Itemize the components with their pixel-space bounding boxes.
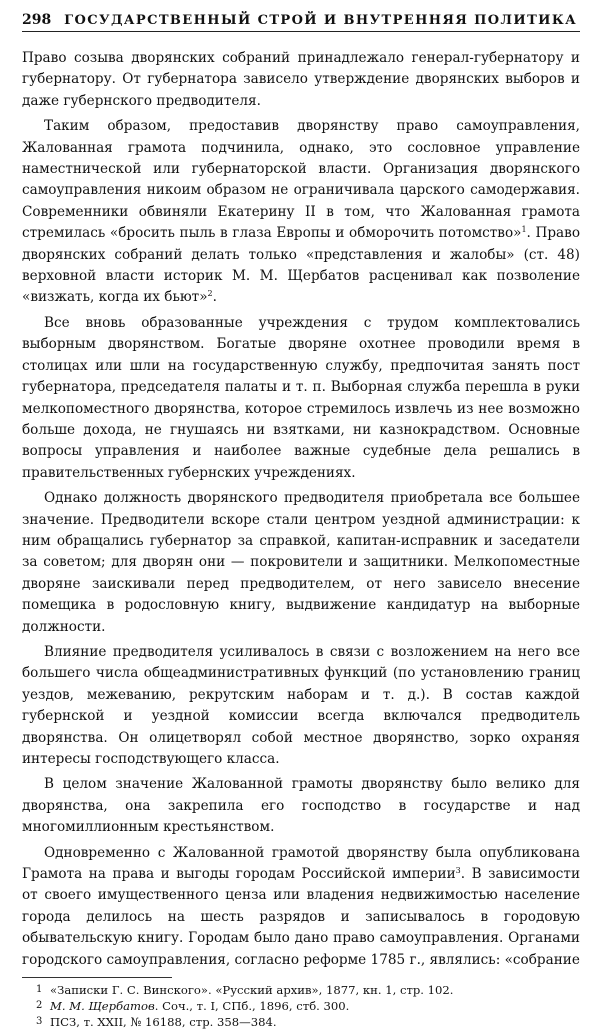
footnote-mark: 3: [36, 1016, 43, 1028]
footnote-mark: 2: [36, 1000, 43, 1012]
paragraph-3: Все вновь образованные учреждения с трудом комплектовались выборным дворянством. Богатые дворяне охотнее проводили время в столицах или шли на государственную службу, предпочитая занять пост губернатора, председателя палаты и т. п. Выборная служба перешла в руки мелкопоместного дворянства, которое стремилось извлечь из нее возможно больше дохода, не гнушаясь ни взятками, ни казнокрадством. Основные вопросы управления и наиболее важные судебные дела решались в правительственных губернских учреждениях.: [22, 314, 580, 481]
page-number: 298: [22, 12, 52, 28]
paragraph-5: Влияние предводителя усиливалось в связи с возложением на него все большего числа общеадминистративных функций (по установлению границ уездов, межеванию, рекрутским наборам и т. д.). В состав каждой губернской и уездной комиссии всегда включался предводитель дворянства. Он олицетворял собой местное дворянство, зорко охраняя интересы господствующего класса.: [22, 643, 580, 767]
footnote-1: [36, 982, 580, 998]
footnote-ref-1[interactable]: 1: [521, 225, 527, 235]
footnote-mark: 1: [36, 984, 43, 996]
footnote-3: [36, 1014, 580, 1030]
running-title: ГОСУДАРСТВЕННЫЙ СТРОЙ И ВНУТРЕННЯЯ ПОЛИТИКА: [64, 13, 578, 28]
paragraph-7: Одновременно с Жалованной грамотой дворянству была опубликована Грамота на права и выгоды городам Российской империи$^3$. В зависимости от своего имущественного ценза или владения недвижимостью население города делилось на шесть разрядов и записывалось в городовую обывательскую книгу. Городам было дано право самоуправления. Органами городского самоуправления, согласно реформе 1785 г., являлись: «собрание: [22, 844, 581, 968]
footnote-2: [36, 998, 580, 1014]
footnote-ref-3[interactable]: 3: [455, 866, 461, 876]
paragraph-6: В целом значение Жалованной грамоты дворянству было велико для дворянства, она закрепила его господство в государстве и над многомиллионным крестьянством.: [22, 776, 580, 836]
footnote-text: ПСЗ, т. XXII, № 16188, стр. 358—384.: [50, 1015, 277, 1030]
footnote-text: «Записки Г. С. Винского». «Русский архив», 1877, кн. 1, стр. 102.: [50, 983, 454, 998]
paragraph-1: Право созыва дворянских собраний принадлежало генерал-губернатору и губернатору. От губернатора зависело утверждение дворянских выборов и даже губернского предводителя.: [22, 50, 580, 109]
footnote-ref-2[interactable]: 2: [207, 289, 213, 299]
footnotes: [22, 982, 580, 1030]
document-page: [22, 12, 580, 1030]
footnote-author: М. М. Щербатов: [50, 999, 155, 1014]
body-text: [22, 48, 580, 971]
paragraph-4: Однако должность дворянского предводителя приобретала все большее значение. Предводители вскоре стали центром уездной администрации: к ним обращались губернатор за справкой, капитан-исправник и заседатели за советом; для дворян они — покровители и защитники. Мелкопоместные дворяне заискивали перед предводителем, от него зависело внесение помещика в родословную книгу, выдвижение кандидатур на выборные должности.: [22, 490, 580, 635]
page-header: [22, 12, 580, 32]
paragraph-2: Таким образом, предоставив дворянству право самоуправления, Жалованная грамота подчинила, однако, это сословное управление наместнической или губернаторской власти. Организация дворянского самоуправления никоим образом не ограничивала царского самодержавия. Современники обвиняли Екатерину II в том, что Жалованная грамота стремилась «бросить пыль в глаза Европы и обморочить потомство»$^1$. Право дворянских собраний делать только «представления и жалобы» (ст. 48) верховной власти историк М. М. Щербатов расценивал как позволение «визжать, когда их бьют»$^2$.: [22, 118, 580, 306]
footnote-text: М. М. Щербатов. Соч., т. I, СПб., 1896, стб. 300.: [50, 999, 350, 1014]
